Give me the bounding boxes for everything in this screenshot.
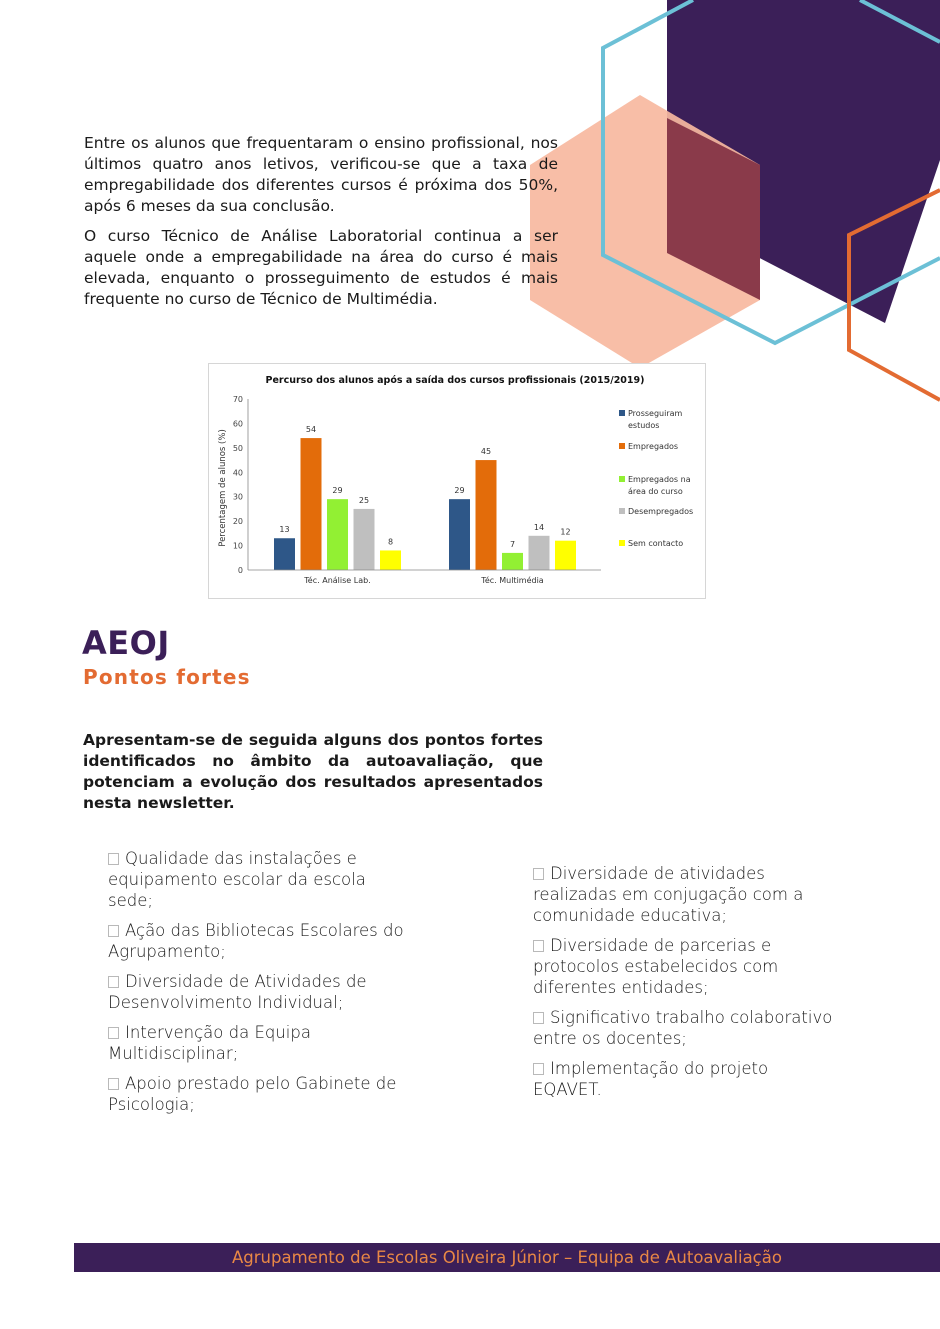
footer-bar: [74, 1243, 940, 1272]
list-item: Diversidade de Atividades de Desenvolvimento Individual;: [108, 972, 367, 1012]
bar: [301, 438, 322, 570]
data-label: 54: [305, 425, 317, 435]
bar: [327, 499, 348, 570]
y-tick-label: 50: [232, 443, 243, 453]
list-item: Diversidade de atividades realizadas em conjugação com a comunidade educativa;: [533, 864, 804, 925]
data-label: 14: [533, 522, 545, 532]
legend-entry: Empregados: [628, 442, 679, 451]
y-tick-label: 40: [232, 468, 243, 478]
bullet-icon: [533, 868, 544, 880]
legend-swatch: [619, 443, 625, 449]
y-tick-label: 70: [232, 395, 243, 404]
data-label: 25: [358, 495, 370, 505]
legend-entry: Empregados na área do curso: [628, 475, 691, 496]
bar: [529, 536, 550, 570]
data-label: 45: [480, 447, 492, 457]
intro-paragraph-1: Entre os alunos que frequentaram o ensino profissional, nos últimos quatro anos letivos, verificou-se que a taxa de empregabilidade dos diferentes cursos é próxima dos 50%, após 6 meses da sua conclusão.: [84, 134, 558, 215]
bullet-icon: [108, 976, 119, 988]
section-subtitle: Pontos fortes: [83, 665, 251, 689]
chart-ylabel: Percentagem de alunos (%): [218, 429, 228, 547]
legend-swatch: [619, 508, 625, 514]
bar: [449, 499, 470, 570]
bar: [502, 553, 523, 570]
list-item: Qualidade das instalações e equipamento escolar da escola sede;: [108, 849, 366, 910]
bullet-icon: [533, 1063, 544, 1075]
x-tick-label: Téc. Análise Lab.: [304, 576, 371, 585]
x-tick-label: Téc. Multimédia: [481, 576, 544, 585]
section-title: AEOJ: [82, 624, 170, 662]
data-label: 7: [509, 539, 516, 549]
data-label: 29: [332, 486, 343, 496]
y-tick-label: 0: [237, 566, 243, 575]
chart-container: [208, 363, 706, 599]
data-label: 13: [279, 525, 290, 535]
data-label: 29: [454, 486, 465, 496]
list-item: Diversidade de parcerias e protocolos estabelecidos com diferentes entidades;: [533, 936, 779, 997]
strengths-list-left: [108, 848, 408, 1124]
bar: [380, 550, 401, 570]
section-lead: Apresentam-se de seguida alguns dos pontos fortes identificados no âmbito da autoavaliação, que potenciam a evolução dos resultados apresentados nesta newsletter.: [83, 731, 543, 812]
bullet-icon: [108, 1027, 119, 1039]
legend-swatch: [619, 476, 625, 482]
strengths-list-right: [533, 863, 833, 1109]
bullet-icon: [533, 940, 544, 952]
intro-text: [84, 133, 558, 319]
list-item: Implementação do projeto EQAVET.: [533, 1059, 769, 1099]
bullet-icon: [108, 1078, 119, 1090]
list-item: Intervenção da Equipa Multidisciplinar;: [108, 1023, 311, 1063]
bullet-icon: [108, 853, 119, 865]
bar-chart: [209, 364, 705, 598]
footer-text: Agrupamento de Escolas Oliveira Júnior – Equipa de Autoavaliação: [232, 1248, 782, 1267]
bullet-icon: [533, 1012, 544, 1024]
intro-paragraph-2: O curso Técnico de Análise Laboratorial continua a ser aquele onde a empregabilidade na área do curso é mais elevada, enquanto o prosseguimento de estudos é mais frequente no curso de Técnico de Multimédia.: [84, 227, 558, 308]
data-label: 8: [387, 537, 394, 547]
data-label: 12: [560, 527, 571, 537]
list-item: Apoio prestado pelo Gabinete de Psicologia;: [108, 1074, 397, 1114]
bar: [476, 460, 497, 570]
bar: [354, 509, 375, 570]
y-tick-label: 20: [232, 517, 243, 527]
bar: [274, 538, 295, 570]
y-tick-label: 10: [232, 541, 243, 551]
list-item: Significativo trabalho colaborativo entre os docentes;: [533, 1008, 833, 1048]
bar: [555, 541, 576, 570]
legend-swatch: [619, 410, 625, 416]
legend-entry: Prosseguiram estudos: [628, 409, 683, 430]
legend-entry: Sem contacto: [628, 539, 684, 548]
y-tick-label: 60: [232, 419, 243, 429]
legend-entry: Desempregados: [628, 507, 694, 516]
list-item: Ação das Bibliotecas Escolares do Agrupamento;: [108, 921, 404, 961]
chart-title: Percurso dos alunos após a saída dos cursos profissionais (2015/2019): [265, 375, 645, 386]
y-tick-label: 30: [232, 492, 243, 502]
bullet-icon: [108, 925, 119, 937]
legend-swatch: [619, 540, 625, 546]
